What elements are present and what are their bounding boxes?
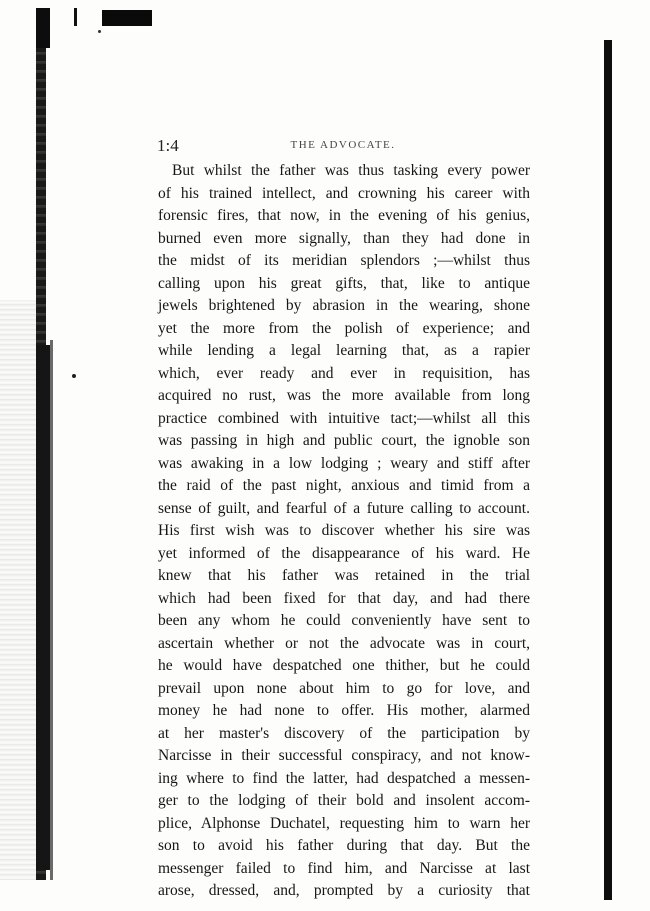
text-line: sense of guilt, and fearful of a future calling to account. [158, 499, 530, 517]
scan-edge-bar-right [604, 40, 612, 900]
text-line: forensic fires, that now, in the evening of his genius, [158, 207, 530, 224]
text-line: plice, Alphonse Duchatel, requesting him to warn her [158, 814, 530, 832]
text-line: Narcisse in their successful conspiracy, and not know- [158, 747, 530, 764]
scan-mark-top-left [36, 8, 50, 48]
text-line: jewels brightened by abrasion in the wearing, shone [158, 297, 530, 314]
scan-binding-edge-left [50, 340, 53, 880]
text-line: son to avoid his father during that day. But the [158, 837, 530, 854]
text-line: But whilst the father was thus tasking every power [172, 162, 530, 179]
text-line: he would have despatched one thither, but he could [158, 657, 530, 674]
text-line: was passing in high and public court, the ignoble son [158, 432, 530, 449]
text-line: practice combined with intuitive tact;—whilst all this [158, 409, 530, 427]
text-line: the midst of its meridian splendors ;—whilst thus [158, 252, 530, 269]
text-line: was awaking in a low lodging ; weary and stiff after [158, 454, 530, 472]
text-line: yet informed of the disappearance of his ward. He [158, 544, 530, 562]
page-number: 1:4 [157, 136, 179, 155]
text-line: money he had none to offer. His mother, alarmed [158, 702, 530, 719]
text-line: been any whom he could conveniently have sent to [158, 612, 530, 629]
text-line: while lending a legal learning that, as a rapier [158, 342, 530, 359]
scan-tick-mark [74, 8, 77, 26]
text-line: the raid of the past night, anxious and timid from a [158, 477, 530, 494]
text-line: acquired no rust, was the more available from long [158, 387, 530, 404]
scan-speck [72, 374, 76, 378]
text-line: messenger failed to find him, and Narcisse at last [158, 859, 530, 877]
text-line: which, ever ready and ever in requisition, has [158, 364, 530, 382]
text-line: knew that his father was retained in the trial [158, 567, 530, 584]
scan-edge-shadow [0, 300, 36, 880]
scan-speck [98, 30, 101, 33]
scan-binding-shadow-left [36, 345, 50, 870]
text-line: ing where to find the latter, had despatched a messen- [158, 769, 530, 787]
text-line: ger to the lodging of their bold and insolent accom- [158, 792, 530, 809]
text-line: which had been fixed for that day, and had there [158, 589, 530, 607]
text-line: ascertain whether or not the advocate was in court, [158, 634, 530, 652]
page-header [157, 136, 529, 156]
text-line: of his trained intellect, and crowning his career with [158, 184, 530, 202]
text-line: prevail upon none about him to go for love, and [158, 679, 530, 697]
text-line: burned even more signally, than they had done in [158, 229, 530, 247]
text-line: at her master's discovery of the participation by [158, 724, 530, 742]
body-text [158, 160, 530, 903]
scan-black-block [102, 10, 152, 26]
text-line: His first wish was to discover whether his sire was [158, 522, 530, 539]
running-head: THE ADVOCATE. [290, 139, 396, 151]
text-line: arose, dressed, and, prompted by a curiosity that [158, 882, 530, 899]
text-line: yet the more from the polish of experience; and [158, 319, 530, 337]
text-line: calling upon his great gifts, that, like to antique [158, 274, 530, 292]
